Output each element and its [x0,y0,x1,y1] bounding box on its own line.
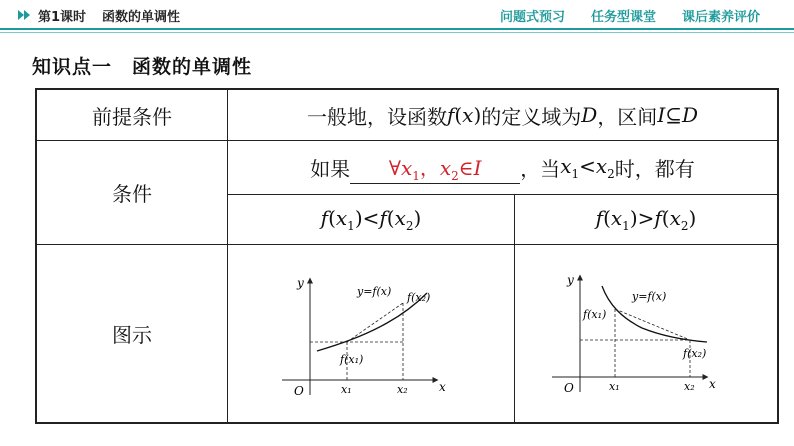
x-axis-label: x [709,377,716,391]
row-label-condition: 条件 [112,182,152,206]
premise-domain: D [581,103,598,127]
fx2-label: f(x₂) [407,291,431,304]
fx2-label: f(x₂) [683,347,707,360]
secant-line [615,309,690,340]
premise-part-a: 一般地，设函数 [306,104,447,129]
header-divider-thin [0,32,794,33]
curve-label: y=f(x) [357,285,392,298]
x2-label: x₂ [397,383,408,396]
x1-label: x₁ [341,383,352,396]
condition-inequality: $x_1<x_2$ [560,154,615,181]
condition-answer-blank: $\forall x_1$，$x_2\in I$ [350,152,520,184]
topic-label: 函数的单调性 [102,9,181,25]
premise-part-c: ，区间 [597,104,658,129]
x1-label: x₁ [609,380,620,393]
section-label: 知识点一 [32,56,113,78]
increasing-graph [277,273,457,398]
condition-prefix: 如果 [310,157,351,181]
header-left [0,0,180,30]
y-axis-label: y [297,276,304,290]
condition-suffix-a: ，当 [520,157,561,181]
row-label-premise: 前提条件 [92,104,172,129]
curve-label: y=f(x) [632,290,667,303]
increasing-condition: $f(x_1)<f(x_2)$ [320,206,422,233]
header-nav [500,6,760,25]
lesson-label: 第1课时 [38,9,87,25]
fx1-label: f(x₁) [583,308,607,321]
condition-suffix-b: 时，都有 [614,157,695,181]
play-icon [18,10,32,20]
origin-label: O [564,381,574,395]
origin-label: O [294,384,304,398]
nav-classroom[interactable]: 任务型课堂 [590,10,656,25]
header-divider [0,28,794,30]
section-title [32,52,252,79]
page-header [0,0,794,34]
x2-label: x₂ [684,380,695,393]
section-topic: 函数的单调性 [132,56,253,78]
x-axis-label: x [439,380,446,394]
nav-preview[interactable]: 问题式预习 [499,10,565,25]
condition-text [228,141,777,194]
secant-line [347,303,403,342]
y-axis-label: y [567,273,574,287]
premise-func: f(x) [446,103,482,127]
premise-subset: I⊆D [657,103,699,127]
row-label-diagram: 图示 [112,323,152,347]
premise-text [228,90,777,140]
nav-evaluation[interactable]: 课后素养评价 [681,10,760,25]
fx1-label: f(x₁) [340,353,364,366]
premise-part-b: 的定义域为 [481,104,582,129]
decreasing-graph [547,270,727,395]
monotonicity-table [35,88,779,424]
decreasing-condition: $f(x_1)>f(x_2)$ [595,206,697,233]
